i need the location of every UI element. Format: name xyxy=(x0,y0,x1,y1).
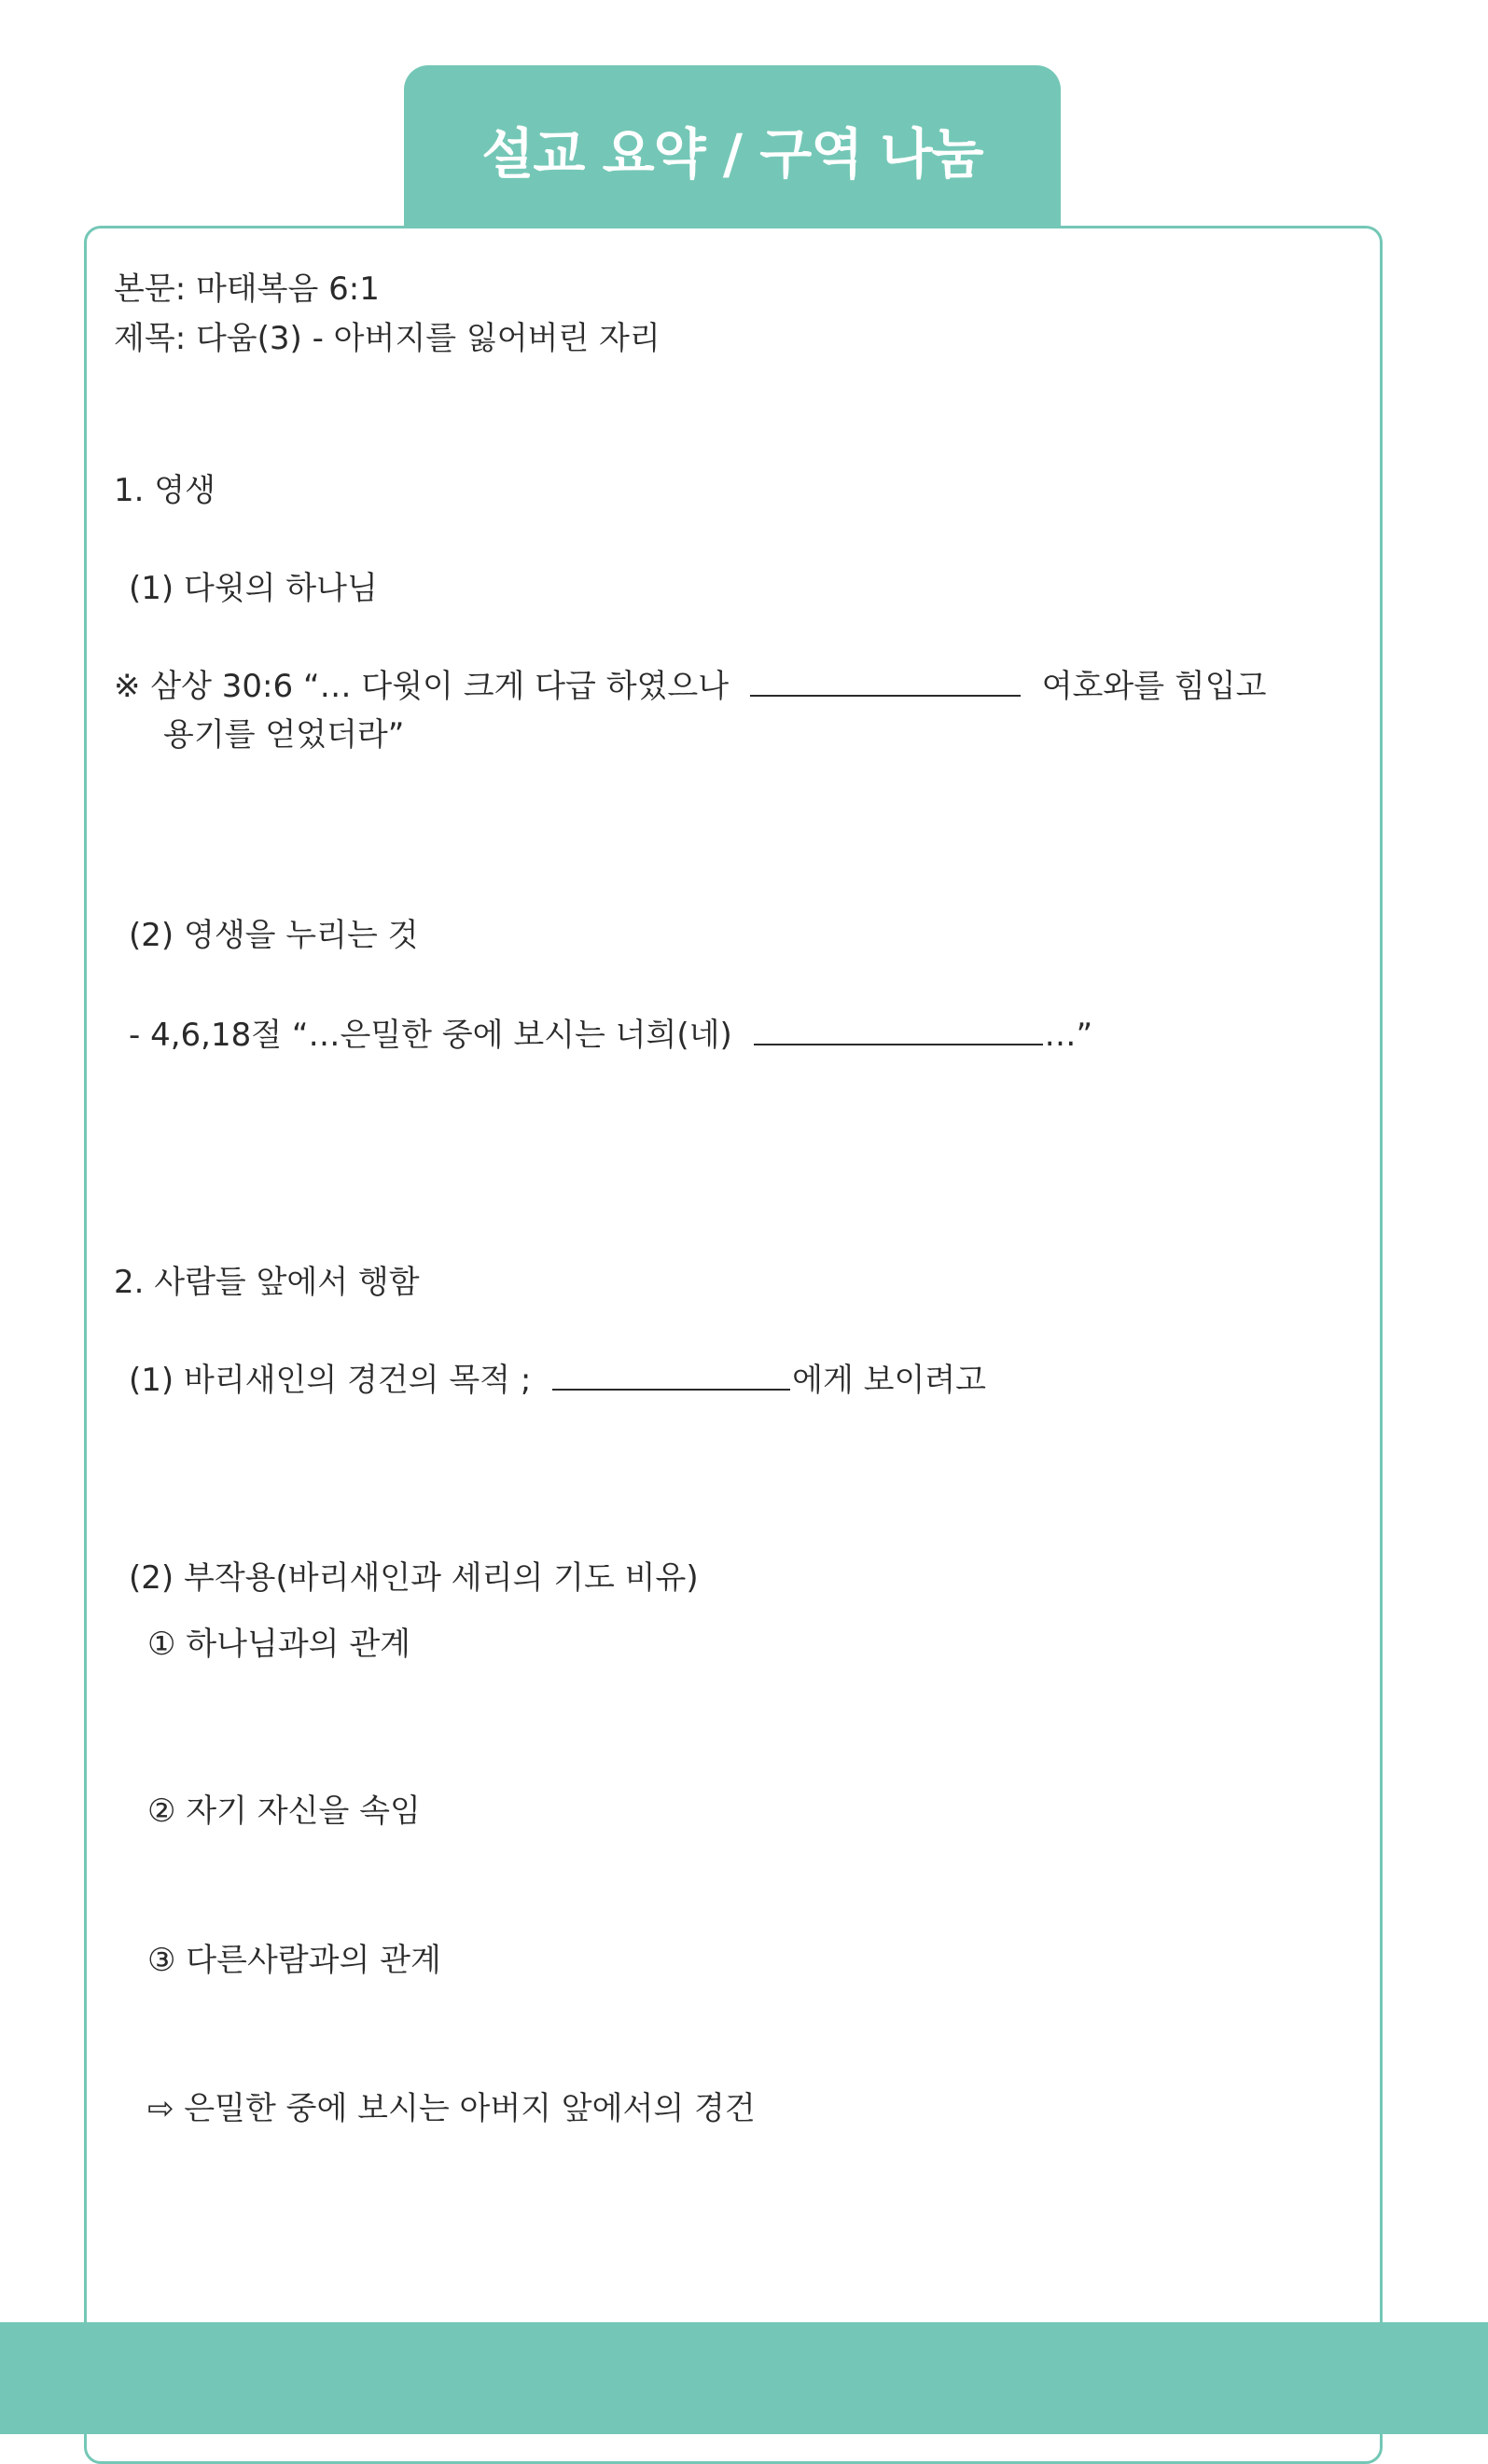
section2-sub2-label: (2) 부작용(바리새인과 세리의 기도 비유) xyxy=(129,1559,699,1597)
side-effect-item-3: ③ 다른사람과의 관계 xyxy=(147,1942,441,1979)
verse-matthew-line xyxy=(129,1017,1092,1055)
fill-in-blank[interactable] xyxy=(552,1363,790,1391)
passage-line: 본문: 마태복음 6:1 xyxy=(114,270,380,308)
verse-samuel-line2: 용기를 얻었더라” xyxy=(163,716,405,754)
verse-matthew-prefix: - 4,6,18절 “…은밀한 중에 보시는 너희(네) xyxy=(129,1017,732,1054)
pharisee-purpose-prefix: (1) 바리새인의 경건의 목적 ; xyxy=(129,1362,532,1399)
verse-samuel-prefix: ※ 삼상 30:6 “… 다윗이 크게 다급 하였으나 xyxy=(114,668,730,705)
section2-heading: 2. 사람들 앞에서 행함 xyxy=(114,1264,420,1301)
pharisee-purpose-suffix: 에게 보이려고 xyxy=(792,1362,986,1399)
page-title: 설교 요약 / 구역 나눔 xyxy=(481,122,983,186)
verse-samuel-line1 xyxy=(114,668,1266,706)
subject-line: 제목: 다움(3) - 아버지를 잃어버린 자리 xyxy=(114,320,661,357)
content-card xyxy=(84,226,1383,2464)
section1-heading: 1. 영생 xyxy=(114,472,216,509)
section1-sub1-label: (1) 다윗의 하나님 xyxy=(129,570,378,607)
verse-matthew-suffix: …” xyxy=(1044,1017,1093,1054)
section1-sub2-label: (2) 영생을 누리는 것 xyxy=(129,917,419,954)
section2-sub1-line xyxy=(129,1362,986,1400)
fill-in-blank[interactable] xyxy=(750,669,1021,697)
footer-band xyxy=(0,2322,1488,2434)
conclusion-line: ⇨ 은밀한 중에 보시는 아버지 앞에서의 경건 xyxy=(147,2090,756,2127)
fill-in-blank[interactable] xyxy=(754,1017,1043,1045)
side-effect-item-2: ② 자기 자신을 속임 xyxy=(147,1793,421,1830)
title-tab xyxy=(404,65,1061,233)
verse-samuel-suffix: 여호와를 힘입고 xyxy=(1041,668,1267,705)
side-effect-item-1: ① 하나님과의 관계 xyxy=(147,1626,411,1663)
